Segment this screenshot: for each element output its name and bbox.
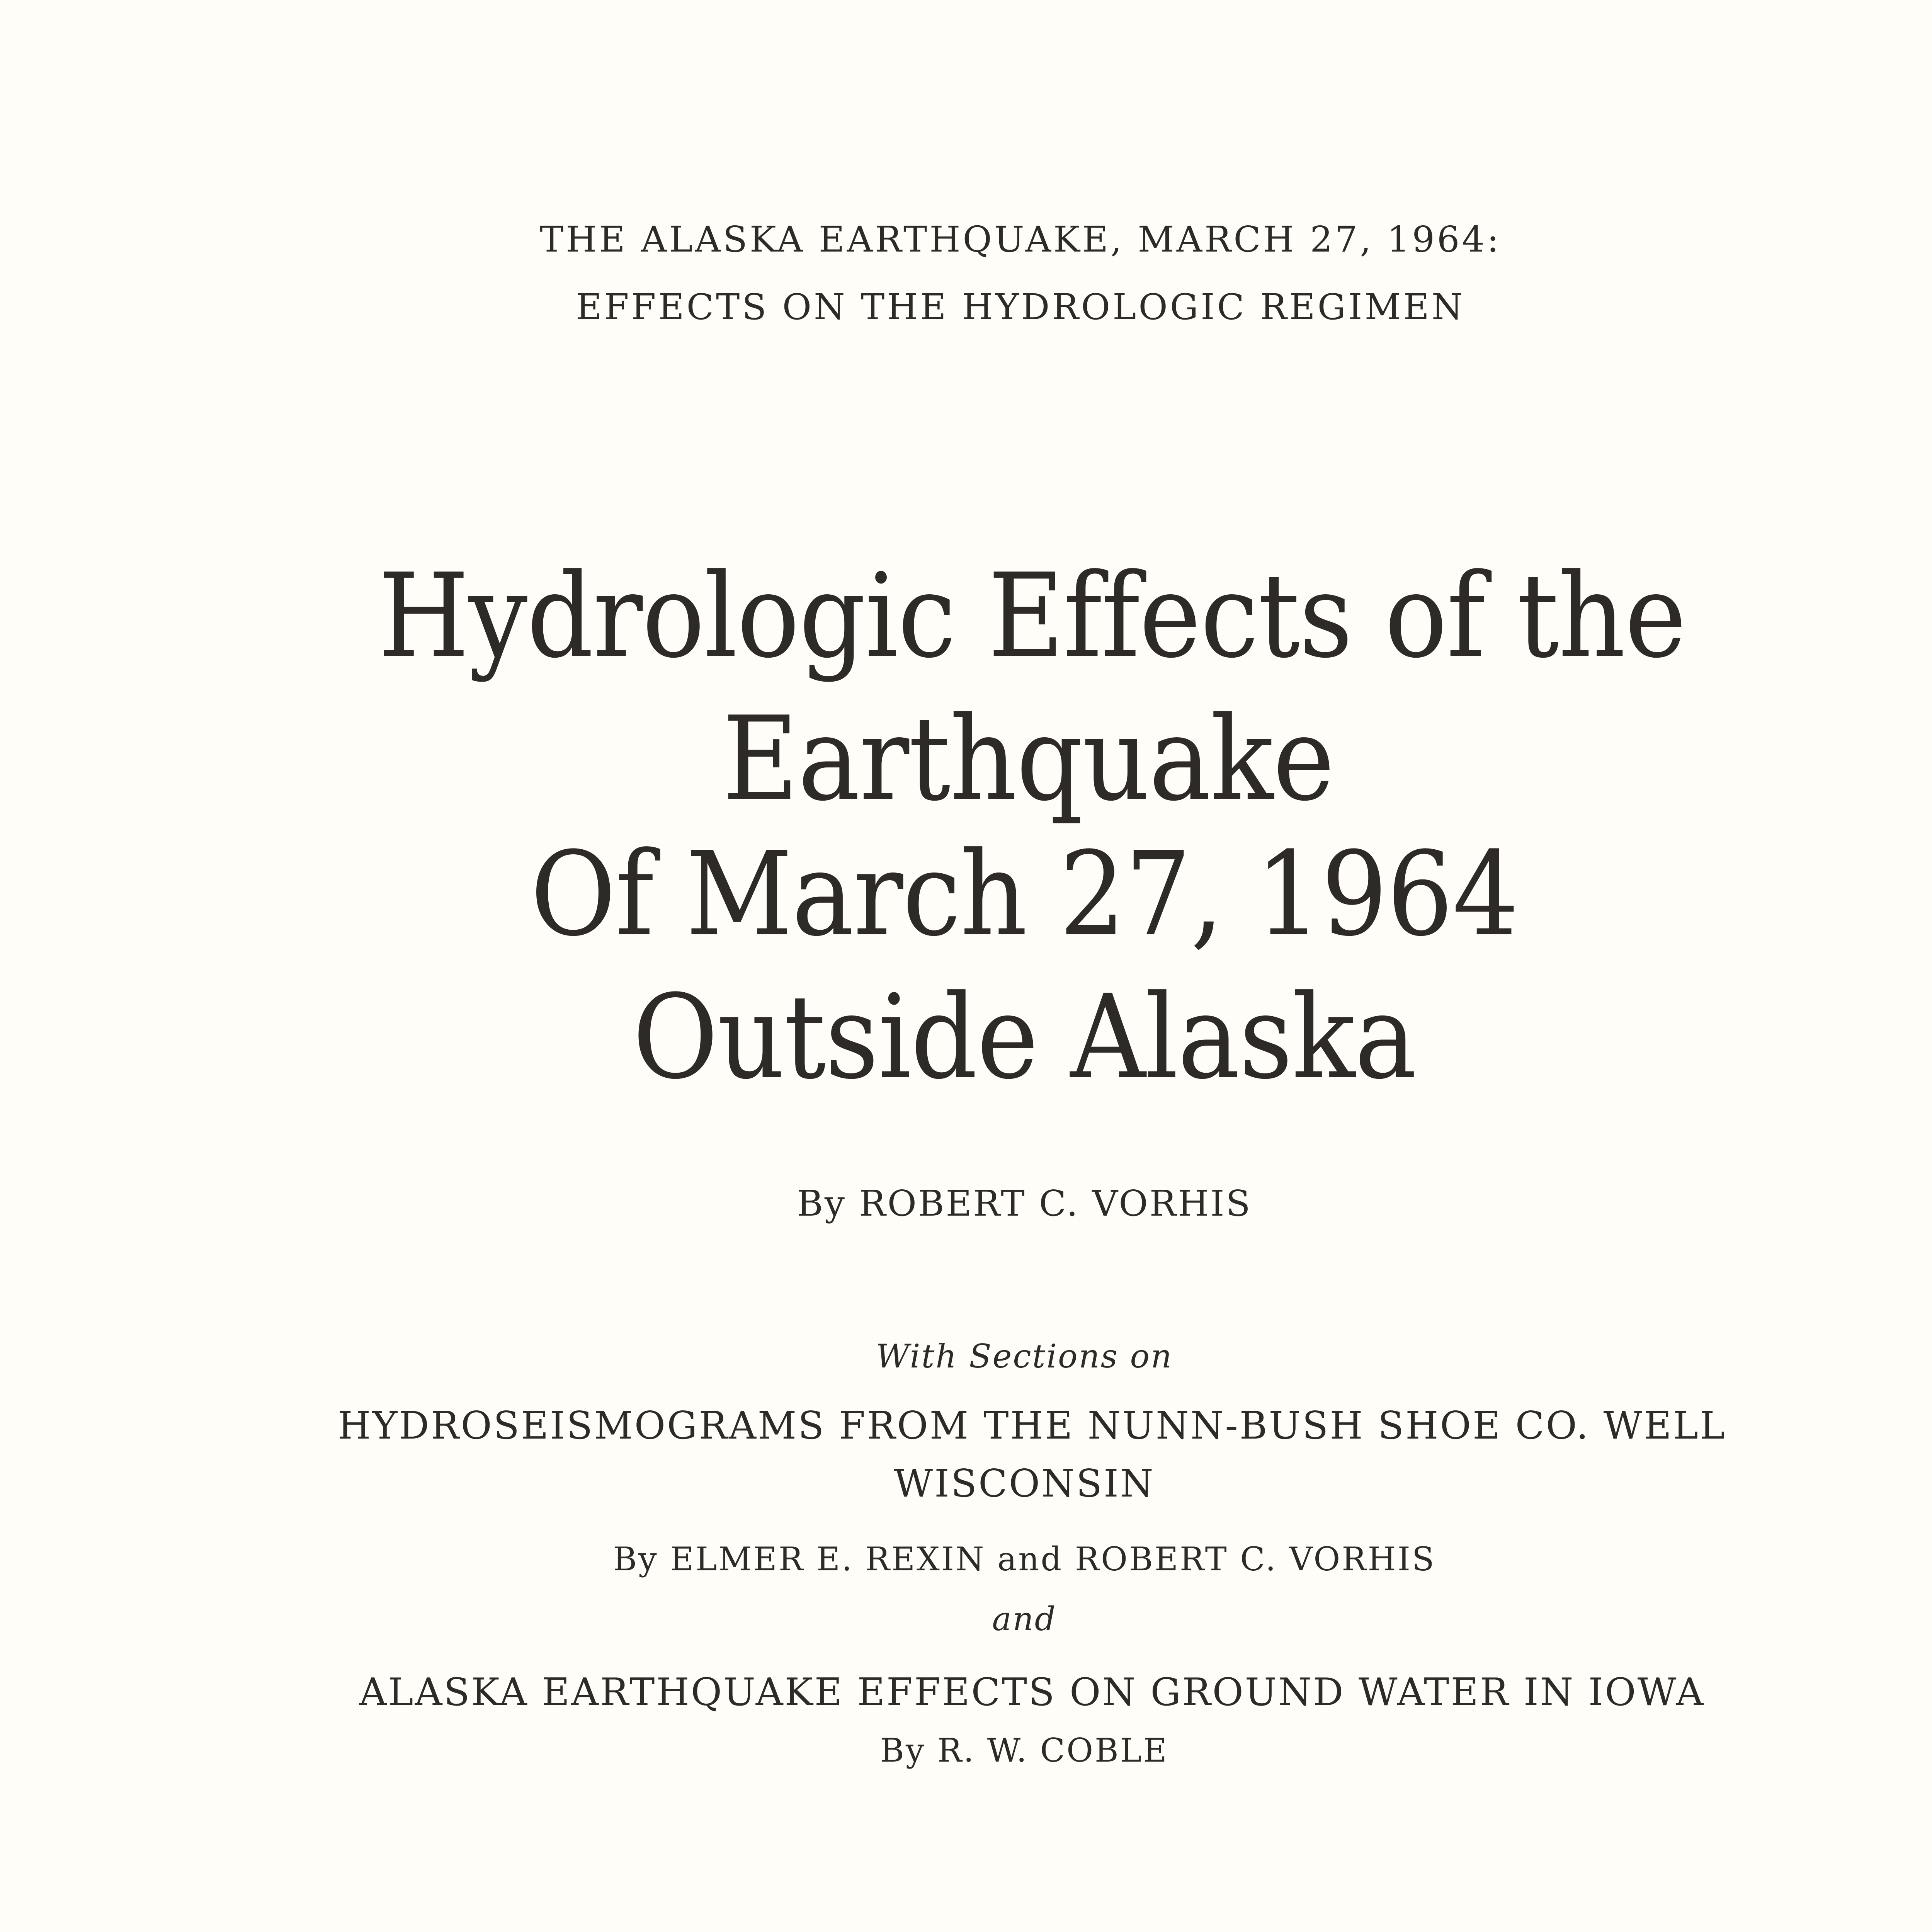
series-title-line-1: THE ALASKA EARTHQUAKE, MARCH 27, 1964: [540,219,1501,260]
main-title-line-3: Of March 27, 1964 [530,827,1519,962]
section-1-title-line-1: HYDROSEISMOGRAMS FROM THE NUNN-BUSH SHOE CO. WELL [338,1404,1726,1448]
section-2-byline: By R. W. COBLE [880,1731,1168,1769]
section-1-byline: By ELMER E. REXIN and ROBERT C. VORHIS [613,1540,1436,1578]
main-title-line-2: Earthquake [722,692,1334,827]
main-title-line-4: Outside Alaska [633,970,1416,1105]
main-title-line-1: Hydrologic Effects of the [378,549,1686,684]
section-1-title-line-2: WISCONSIN [894,1462,1155,1506]
conjunction-and: and [992,1600,1057,1638]
with-sections-label: With Sections on [876,1337,1173,1375]
section-2-title: ALASKA EARTHQUAKE EFFECTS ON GROUND WATER IN IOWA [359,1670,1705,1714]
series-title-line-2: EFFECTS ON THE HYDROLOGIC REGIMEN [576,286,1465,328]
author-byline: By ROBERT C. VORHIS [797,1183,1252,1224]
